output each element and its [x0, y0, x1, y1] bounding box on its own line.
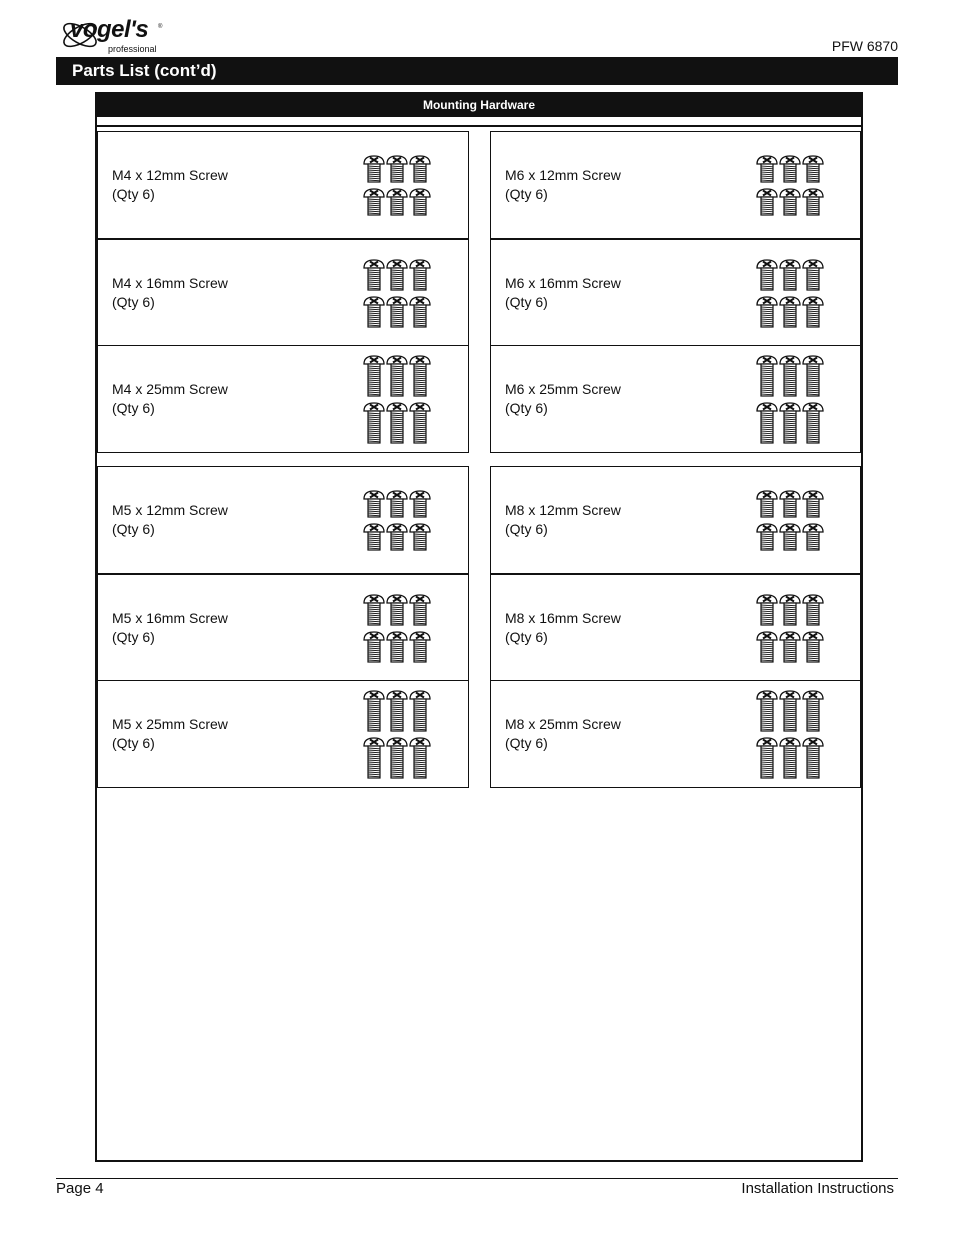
part-name: M4 x 25mm Screw — [112, 381, 228, 397]
screw-icon — [756, 523, 778, 552]
screw-icon — [409, 490, 431, 519]
part-item — [97, 345, 469, 453]
part-quantity: (Qty 6) — [505, 629, 548, 645]
screw-icon — [756, 490, 778, 519]
screw-icon — [802, 402, 824, 445]
part-name: M8 x 25mm Screw — [505, 716, 621, 732]
screw-icon — [363, 737, 385, 780]
screw-icon — [779, 523, 801, 552]
screw-icon — [756, 188, 778, 217]
screw-illustration — [756, 259, 824, 333]
part-label — [112, 166, 228, 204]
part-item — [97, 574, 469, 682]
part-quantity: (Qty 6) — [505, 400, 548, 416]
screw-illustration — [363, 690, 431, 784]
screw-icon — [386, 259, 408, 292]
screw-icon — [363, 402, 385, 445]
screw-icon — [802, 188, 824, 217]
screw-icon — [779, 631, 801, 664]
part-label — [112, 274, 228, 312]
part-quantity: (Qty 6) — [505, 521, 548, 537]
screw-icon — [756, 631, 778, 664]
part-item — [490, 239, 861, 347]
screw-icon — [386, 402, 408, 445]
screw-icon — [386, 490, 408, 519]
screw-icon — [386, 355, 408, 398]
screw-icon — [779, 490, 801, 519]
screw-icon — [756, 259, 778, 292]
part-label — [505, 166, 621, 204]
screw-icon — [363, 155, 385, 184]
part-item — [490, 680, 861, 788]
screw-icon — [363, 188, 385, 217]
part-item — [97, 131, 469, 239]
screw-icon — [363, 631, 385, 664]
screw-icon — [409, 188, 431, 217]
screw-icon — [363, 355, 385, 398]
screw-icon — [802, 690, 824, 733]
screw-illustration — [756, 594, 824, 668]
part-label — [112, 609, 228, 647]
part-item — [490, 466, 861, 574]
screw-icon — [779, 188, 801, 217]
screw-icon — [756, 690, 778, 733]
footer-divider — [56, 1178, 898, 1179]
part-quantity: (Qty 6) — [112, 400, 155, 416]
part-name: M5 x 25mm Screw — [112, 716, 228, 732]
screw-icon — [802, 296, 824, 329]
part-name: M5 x 16mm Screw — [112, 610, 228, 626]
part-quantity: (Qty 6) — [112, 735, 155, 751]
part-quantity: (Qty 6) — [112, 294, 155, 310]
part-item — [97, 239, 469, 347]
screw-icon — [386, 523, 408, 552]
screw-icon — [409, 631, 431, 664]
screw-icon — [756, 737, 778, 780]
part-name: M8 x 12mm Screw — [505, 502, 621, 518]
screw-icon — [386, 594, 408, 627]
screw-icon — [802, 737, 824, 780]
part-quantity: (Qty 6) — [505, 735, 548, 751]
screw-icon — [409, 402, 431, 445]
section-title: Parts List (cont’d) — [72, 61, 217, 80]
screw-icon — [409, 259, 431, 292]
screw-icon — [802, 631, 824, 664]
part-label — [112, 380, 228, 418]
screw-illustration — [363, 259, 431, 333]
part-quantity: (Qty 6) — [112, 629, 155, 645]
part-name: M4 x 16mm Screw — [112, 275, 228, 291]
screw-icon — [802, 259, 824, 292]
part-quantity: (Qty 6) — [112, 521, 155, 537]
part-label — [112, 501, 228, 539]
screw-icon — [386, 690, 408, 733]
screw-icon — [779, 259, 801, 292]
part-label — [505, 274, 621, 312]
registered-mark: ® — [158, 24, 163, 30]
brand-wordmark: vogel's — [70, 16, 149, 43]
part-label — [505, 380, 621, 418]
part-item — [97, 680, 469, 788]
part-name: M8 x 16mm Screw — [505, 610, 621, 626]
part-name: M5 x 12mm Screw — [112, 502, 228, 518]
part-label — [505, 715, 621, 753]
part-quantity: (Qty 6) — [112, 186, 155, 202]
divider — [97, 125, 861, 127]
screw-icon — [779, 355, 801, 398]
screw-illustration — [363, 490, 431, 556]
screw-illustration — [756, 490, 824, 556]
screw-icon — [779, 594, 801, 627]
screw-icon — [363, 690, 385, 733]
part-name: M6 x 16mm Screw — [505, 275, 621, 291]
screw-icon — [756, 594, 778, 627]
screw-icon — [802, 155, 824, 184]
page-number: Page 4 — [56, 1180, 104, 1197]
screw-icon — [409, 155, 431, 184]
mounting-hardware-panel — [95, 92, 863, 1162]
screw-icon — [386, 155, 408, 184]
screw-icon — [409, 594, 431, 627]
screw-icon — [756, 402, 778, 445]
part-label — [505, 501, 621, 539]
document-type: Installation Instructions — [741, 1180, 894, 1197]
screw-illustration — [756, 690, 824, 784]
screw-icon — [756, 296, 778, 329]
part-quantity: (Qty 6) — [505, 294, 548, 310]
model-number: PFW 6870 — [831, 38, 898, 54]
screw-icon — [409, 737, 431, 780]
screw-icon — [802, 355, 824, 398]
screw-icon — [363, 523, 385, 552]
part-label — [505, 609, 621, 647]
screw-icon — [409, 296, 431, 329]
screw-icon — [409, 523, 431, 552]
part-name: M6 x 12mm Screw — [505, 167, 621, 183]
screw-icon — [363, 490, 385, 519]
part-item — [97, 466, 469, 574]
panel-header — [97, 94, 861, 117]
screw-illustration — [363, 355, 431, 449]
part-item — [490, 345, 861, 453]
screw-icon — [779, 690, 801, 733]
panel-title: Mounting Hardware — [422, 98, 535, 112]
brand-subline: professional — [108, 44, 157, 54]
screw-icon — [409, 690, 431, 733]
part-item — [490, 574, 861, 682]
screw-icon — [363, 259, 385, 292]
part-label — [112, 715, 228, 753]
screw-icon — [386, 631, 408, 664]
screw-icon — [779, 155, 801, 184]
screw-icon — [386, 188, 408, 217]
screw-icon — [779, 737, 801, 780]
screw-icon — [386, 737, 408, 780]
screw-icon — [756, 355, 778, 398]
screw-icon — [779, 402, 801, 445]
section-title-bar — [56, 57, 898, 85]
screw-icon — [363, 594, 385, 627]
part-quantity: (Qty 6) — [505, 186, 548, 202]
part-name: M4 x 12mm Screw — [112, 167, 228, 183]
part-item — [490, 131, 861, 239]
screw-icon — [779, 296, 801, 329]
screw-icon — [802, 490, 824, 519]
screw-illustration — [756, 355, 824, 449]
screw-icon — [409, 355, 431, 398]
screw-illustration — [756, 155, 824, 221]
screw-illustration — [363, 594, 431, 668]
screw-icon — [386, 296, 408, 329]
screw-illustration — [363, 155, 431, 221]
screw-icon — [802, 523, 824, 552]
screw-icon — [363, 296, 385, 329]
brand-logo — [60, 14, 175, 58]
screw-icon — [802, 594, 824, 627]
screw-icon — [756, 155, 778, 184]
part-name: M6 x 25mm Screw — [505, 381, 621, 397]
